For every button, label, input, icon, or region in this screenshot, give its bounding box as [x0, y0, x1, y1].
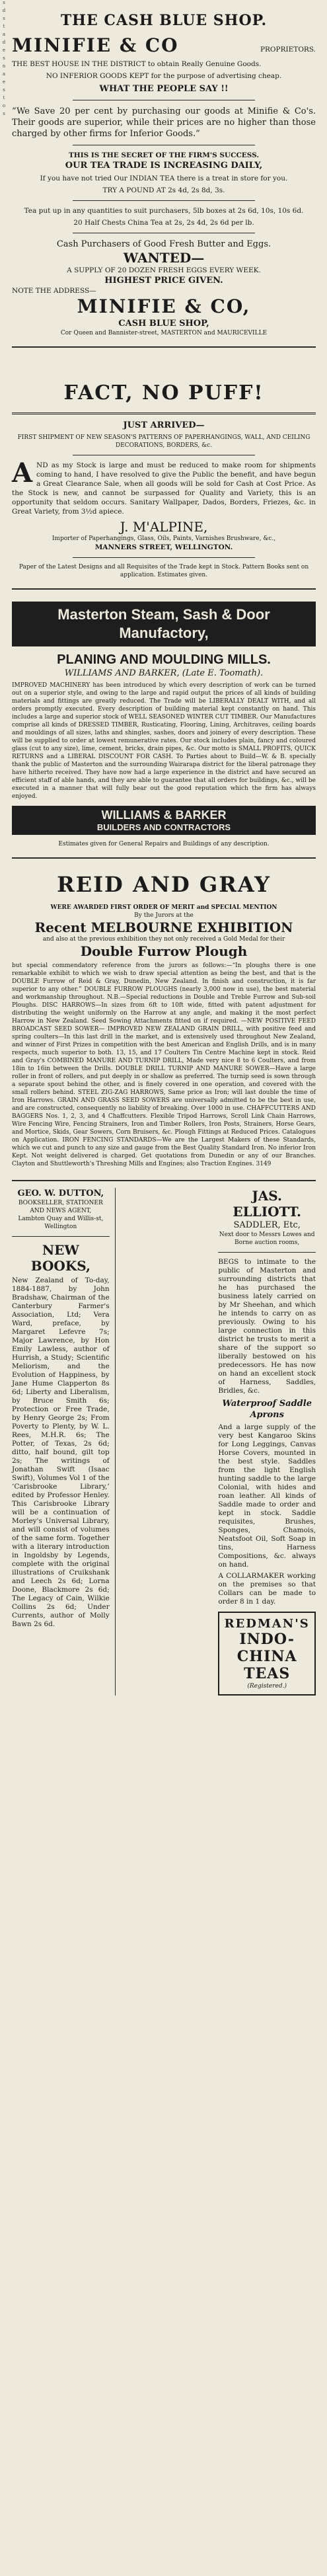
address-firm-name: MINIFIE & CO, — [77, 295, 251, 317]
mcalpine-trade: Importer of Paperhangings, Glass, Oils, Paints, Varnishes Brushware, &c., — [52, 535, 276, 542]
jurors-line: By the Jurors at the — [134, 912, 194, 919]
try-pound-line: TRY A POUND AT 2s 4d, 2s 8d, 3s. — [102, 186, 225, 194]
mcalpine-footer: Paper of the Latest Designs and all Requisites of the Trade kept in Stock. Pattern Books sent on application. Estimates given. — [18, 564, 309, 578]
minifie-advertisement — [12, 0, 316, 348]
builders-banner: WILLIAMS & BARKER BUILDERS AND CONTRACTORS — [12, 806, 316, 835]
shipment-line: FIRST SHIPMENT OF NEW SEASON'S PATTERNS OF PAPERHANGINGS, WALL, AND CEILING DECORATIONS, BORDERS, &c. — [17, 434, 310, 449]
reid-gray-advertisement — [12, 859, 316, 1181]
mcalpine-advertisement — [12, 348, 316, 590]
edge-fragment: n — [2, 63, 6, 69]
address-shop: CASH BLUE SHOP, — [118, 319, 209, 329]
estimates-line: Estimates given for General Repairs and Buildings of any description. — [58, 841, 270, 847]
exhibition-sub: and also at the previous exhibition they not only received a Gold Medal for their — [42, 936, 285, 943]
address-note: NOTE THE ADDRESS— — [12, 287, 96, 295]
edge-fragment: s — [3, 56, 5, 61]
firm-name: MINIFIE & CO — [12, 34, 179, 56]
waterproof-heading: Waterproof Saddle Aprons — [222, 1399, 312, 1420]
planing-heading: PLANING AND MOULDING MILLS. — [57, 652, 271, 667]
elliott-advertisement — [218, 1188, 316, 1696]
people-say-heading: WHAT THE PEOPLE SAY !! — [99, 84, 229, 94]
manufactory-banner: Masterton Steam, Sash & Door Manufactory, — [12, 602, 316, 646]
edge-fragment: s — [3, 87, 5, 93]
edge-fragment: s — [3, 0, 5, 5]
mcalpine-street: MANNERS STREET, WELLINGTON. — [94, 543, 233, 551]
redman-reg: (Registered.) — [247, 1683, 287, 1690]
elliott-collar: A COLLARMAKER working on the premises so that Collars can be made to order 8 in 1 day. — [218, 1572, 316, 1606]
edge-fragment: a — [2, 32, 6, 37]
elliott-body: BEGS to intimate to the public of Masterton and surrounding districts that he has purchased the business lately carried on by Mr Sheehan, and which he intends to carry on as previously. Owing to his large connection in this district he trusts to merit a share of the support so liberally bestowed on his predecessors. He has now on hand an excellent stock of Harness, Saddles, Bridles, &c. — [218, 1258, 316, 1395]
williams-barker-advertisement — [12, 590, 316, 859]
dutton-advertisement — [12, 1188, 110, 1696]
dutton-name: GEO. W. DUTTON, — [17, 1189, 104, 1198]
firm-role: PROPRIETORS. — [260, 46, 316, 54]
awarded-line: WERE AWARDED FIRST ORDER OF MERIT and SPECIAL MENTION — [50, 904, 277, 911]
edge-fragment: s — [3, 16, 5, 21]
edge-fragment: t — [3, 95, 5, 100]
edge-fragment: e — [2, 48, 6, 53]
edge-fragment: a — [2, 71, 6, 77]
address-line: Cor Queen and Bannister-street, MASTERTON and MAURICEVILLE — [60, 330, 268, 336]
cropped-left-column — [0, 0, 8, 344]
chests-line: 20 Half Chests China Tea at 2s, 2s 4d, 2s 6d per lb. — [73, 219, 254, 227]
testimonial-quote: “We Save 20 per cent by purchasing our goods at Minifie & Co's. Their goods are superior, while their prices are no higher than those charged by other firms for Inferior Goods.” — [12, 106, 316, 139]
tea-line: If you have not tried Our INDIAN TEA there is a treat in store for you. — [40, 175, 288, 182]
lead-line: THE BEST HOUSE IN THE DISTRICT to obtain Really Genuine Goods. — [12, 60, 262, 68]
two-column-section — [12, 1181, 316, 1696]
elliott-note: Next door to Messrs Lowes and Borne auction rooms, — [219, 1231, 315, 1246]
edge-fragment: d — [2, 8, 6, 13]
edge-fragment: d — [2, 40, 6, 45]
sub-line: NO INFERIOR GOODS KEPT for the purpose of advertising cheap. — [46, 72, 282, 80]
redman-brand: INDO-CHINA TEAS — [236, 1631, 297, 1682]
mcalpine-name: J. M'ALPINE, — [120, 519, 208, 535]
ad-title: THE CASH BLUE SHOP. — [60, 12, 268, 29]
packed-line: Tea put up in any quantities to suit purchasers, 5lb boxes at 2s 6d, 10s, 10s 6d. — [24, 207, 304, 215]
main-column — [12, 0, 316, 1696]
arrived-heading: JUST ARRIVED— — [123, 420, 205, 430]
drop-cap: A — [12, 457, 33, 488]
redman-name: REDMAN'S — [224, 1617, 310, 1631]
dutton-address: Lambton Quay and Willis-st, Wellington — [18, 1216, 104, 1230]
new-books-heading: NEW BOOKS, — [30, 1242, 91, 1274]
elliott-trade: SADDLER, Etc, — [233, 1220, 301, 1230]
edge-fragment: s — [3, 111, 5, 116]
tea-trade-heading: OUR TEA TRADE IS INCREASING DAILY, — [65, 161, 263, 171]
fact-heading: FACT, NO PUFF! — [63, 381, 264, 405]
supply-line: A SUPPLY OF 20 DOZEN FRESH EGGS EVERY WEEK. — [67, 266, 261, 274]
elliott-name: JAS. ELLIOTT. — [233, 1188, 301, 1220]
dutton-body: New Zealand of To-day, 1884-1887, by John Bradshaw, Chairman of the Canterbury Farmer's Association, Ltd; Vera Ward, preface, by Margaret Lefevre 7s; Major Lawrence, by Hon Emily Lawless, author of Hurrish, a Study; Scientific Meliorism, and the Evolution of Happiness, by Jane Hume Clapperton 8s 6d; Liberty and Liberalism, by Bruce Smith 6s; Protection or Free Trade, by Henry George 2s; From Poverty to Plenty, by W. L. Rees, M.H.R. 6s; The Potter, of Texas, 2s 6d; ditto, half bound, gilt top 2s; The writings of Jonathan Swift (Isaac Swift), Volumes Vol 1 of the ‘Carisbrooke Library,’ edited by Professor Henley. This Carisbrooke Library will be a continuation of Morley's Universal Library, and will consist of volumes of the same form. Together with a literary introduction in Ingoldsby by Legends, complete with the original illustrations of Cruikshank and Leech 2s 6d; Lorna Doone, Blackmore 2s 6d; The Legacy of Cain, Wilkie Collins 2s 6d; Under Currents, author of Molly Bawn 2s 6d. — [12, 1276, 110, 1628]
firm-line: WILLIAMS AND BARKER, (Late E. Toomath). — [64, 668, 264, 678]
edge-fragment: t — [3, 24, 5, 29]
edge-fragment: o — [2, 103, 6, 108]
butter-line: Cash Purchasers of Good Fresh Butter and Eggs. — [56, 239, 272, 249]
reid-body: but special commendatory reference from the jurors as follows:—“In ploughs there is one remarkable exhibit to which we wish to draw special attention as being the best, and that is the DOUBLE Furrow of Reid & Gray, Dunedin, New Zealand. In finish and construction, it is far superior to any other.” DOUBLE FURROW PLOUGHS (nearly 3,000 now in use), the best material and workmanship throughout. N.B.—Special reductions in Double and Treble Furrow and Sub-soil Ploughs. DISC HARROWS—In sizes from 6ft to 10ft wide, fitted with patent adjustment for distributing the weight uniformly on the Harrow at any angle, and making it the most perfect Harrow in New Zealand. Seed Sowing Attachments fitted on if required. —NEW POSITIVE FEED BROADCAST SEED SOWER— IMPROVED NEW ZEALAND GRAIN DRILL, with positive feed and spring coulters—In this last drill in the market, and is extensively used throughout New Zealand, and winner of First Prizes in competition with the best American and English Drills, and is in many respects, much superior to both. 13, 15, and 17 Coulters Tin Centre Machine kept in stock. Reid and Gray's COMBINED MANURE AND TURNIP DRILL, Made very nice 8 to 6 Coulters, and from 18in to 16in between the Drills. DOUBLE DRILL TURNIP AND MANURE SOWER—Have a large roller in front of rollers, and put deeply in or shallow as preferred. The turnip seed is sown through a separate spout behind the other, and is finely covered in one operation, and covered with the small rollers behind. STEEL ZIG-ZAG HARROWS, Same price as Iron; will last double the time of Iron Harrows. GRAIN AND GRASS SEED SOWERS are universally admitted to be the best in use, and are constructed, consequently no liability of breaking. Over 1000 in use. CHAFFCUTTERS AND BAGGERS Nos. 1, 2, 3, and 4 Chaffcutters. Flexible Tripod Harrows, Scroll Link Chain Harrows, Wire Fencing Wire, Fencing Strainers, Iron and Timber Rollers, Iron Posts, Strainers, Horse Gears, and Mortice, Skids, Gear Sowers, Corn Bruisers, &c. Plough Fittings at Reduced Prices. Catalogues on Application. IRON FENCING STANDARDS—We are the Largest Makers of these Standards, which we cut and punch to any size and gauge from the Best Quality Standard Iron. No inferior Iron Kept. Not weight delivered is charged. Get quotations from Dunedin or any of our Branches. Clayton and Shuttleworth's Threshing Mills and Engines; also Traction Engines. 3149 — [12, 962, 316, 1167]
reid-title: REID AND GRAY — [57, 872, 271, 897]
edge-fragment: e — [2, 79, 6, 85]
secret-line: THIS IS THE SECRET OF THE FIRM'S SUCCESS. — [68, 151, 260, 159]
mcalpine-body: ND as my Stock is large and must be reduced to make room for shipments coming to hand, I have resolved to give the Public the benefit, and have begun a Great Clearance Sale, when all goods will be sold for Cash at Cost Price. As the Stock is new, and cannot be surpassed for Quality and Variety, this is an opportunity that seldom occurs. Sanitary Wallpaper, Dados, Borders, Friezes, &c. in Great Variety, from 3½d apiece. — [12, 461, 316, 516]
exhibition-heading: Recent MELBOURNE EXHIBITION — [34, 919, 293, 935]
redman-advertisement — [218, 1612, 316, 1696]
elliott-stock: And a large supply of the very best Kangaroo Skins for Long Leggings, Canvas Horse Covers, mounted in the best style. Saddles from the light English hunting saddle to the large Colonial, with hides and roan leather. All kinds of Saddle made to order and kept in stock. Saddle requisites, Brushes, Sponges, Chamois, Neatsfoot Oil, Soft Soap in tins, Harness Compositions, &c. always on hand. — [218, 1423, 316, 1569]
highest-price-line: HIGHEST PRICE GIVEN. — [104, 276, 223, 286]
williams-body: IMPROVED MACHINERY has been introduced by which every description of work can be turned out on a superior style, and owing to the large and rapid output the prices of all kinds of building materials and fittings are greatly reduced. The Trade will be LIBERALLY DEALT WITH, and all orders promptly executed. Every description of building material kept constantly on hand. This includes a large and superior stock of WELL SEASONED WINTER CUT TIMBER. Our Manufactures comprise all kinds of DRESSED TIMBER, Rusticating, Flooring, Lining, Architraves, ceiling boards and mouldings of all sizes, laths and shingles, sashes, doors and joinery of every description. These will be supplied to order at lowest remunerative rates. Our stock includes plain, fancy and coloured glass (cut to any size), lime, cement, bricks, drain pipes, &c. Our motto is SMALL PROFITS, QUICK RETURNS and a LIBERAL DISCOUNT FOR CASH. To Parties about to Build—W. & B. specially thank the public of Masterton and the surrounding Wairarapa district for the liberal patronage they have hitherto received. They have now had a large experience in the district and have secured an efficient staff of able hands, and they are able to guarantee that all orders for buildings, &c., will be executed in a manner that will fully bear out the good reputation which the firm has always enjoyed. — [12, 682, 316, 800]
wanted-heading: WANTED— — [123, 250, 205, 266]
double-furrow-heading: Double Furrow Plough — [80, 943, 248, 959]
dutton-trade: BOOKSELLER, STATIONER AND NEWS AGENT, — [18, 1200, 103, 1214]
